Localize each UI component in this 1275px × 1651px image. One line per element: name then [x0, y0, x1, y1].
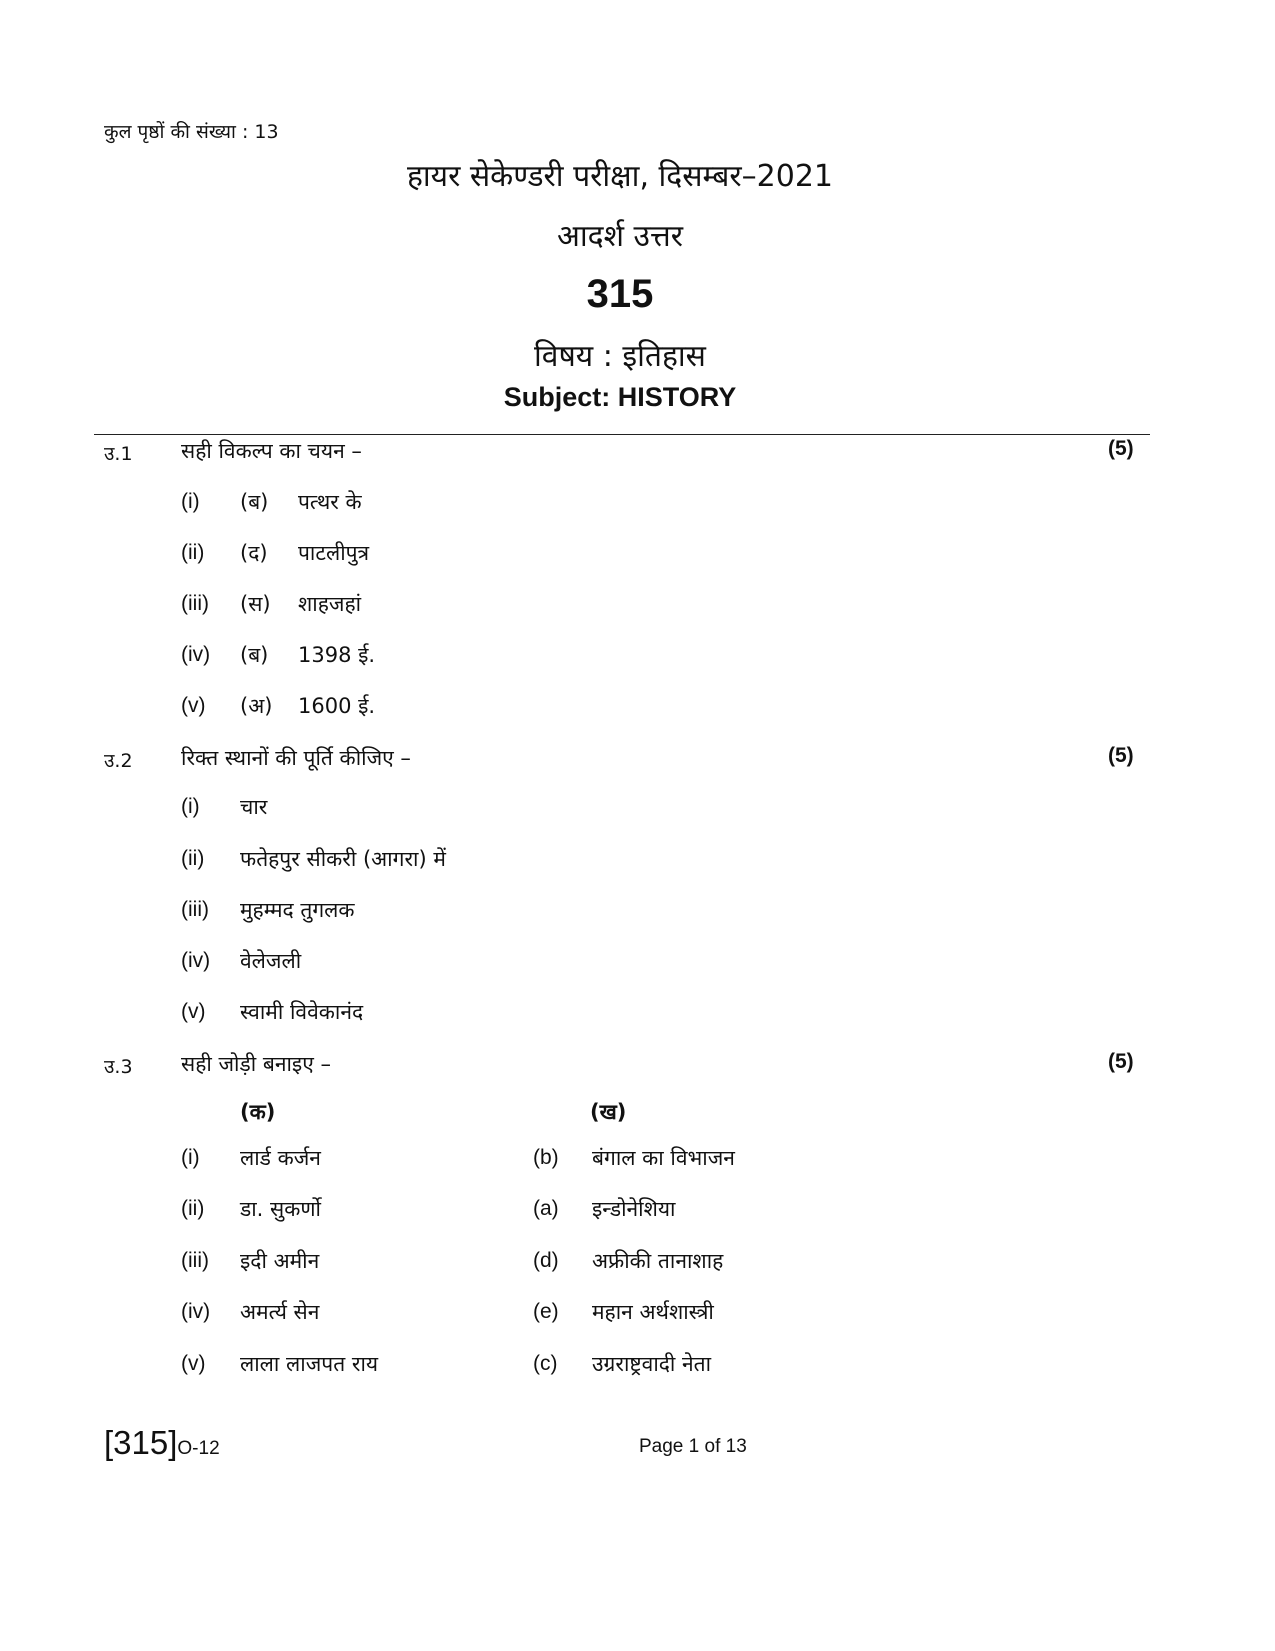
q1-item-roman: (iii)	[181, 592, 209, 615]
q2-item-answer: वेलेजली	[240, 949, 302, 973]
subject-code: 315	[586, 272, 654, 316]
q2-item-roman: (iii)	[181, 898, 209, 921]
q2-item-answer: चार	[240, 795, 268, 819]
q1-item-roman: (i)	[181, 490, 200, 513]
footer-page-number: Page 1 of 13	[639, 1436, 747, 1457]
q1-item-answer: पाटलीपुत्र	[298, 541, 370, 565]
q2-item-answer: फतेहपुर सीकरी (आगरा) में	[240, 847, 446, 871]
q1-marks: (5)	[1108, 437, 1134, 460]
model-answer-heading: आदर्श उत्तर	[557, 219, 683, 254]
q2-number: उ.2	[104, 750, 133, 772]
q1-item-answer: शाहजहां	[298, 592, 362, 616]
q3-heading: सही जोड़ी बनाइए –	[181, 1052, 332, 1076]
footer-code-suffix: O-12	[177, 1438, 220, 1459]
q1-number: उ.1	[104, 443, 133, 465]
footer-code-main: [315]	[104, 1424, 178, 1461]
subject-english: Subject: HISTORY	[503, 382, 737, 412]
q3-pair-roman: (iii)	[181, 1249, 209, 1272]
q3-pair-roman: (ii)	[181, 1197, 205, 1220]
q3-column-a-heading: (क)	[240, 1100, 276, 1124]
q1-item-answer: 1600 ई.	[298, 694, 376, 718]
q3-column-b-heading: (ख)	[590, 1100, 627, 1124]
q1-item-answer: 1398 ई.	[298, 643, 376, 667]
q1-item-roman: (ii)	[181, 541, 205, 564]
page-count-label: कुल पृष्ठों की संख्या : 13	[104, 121, 279, 143]
q2-marks: (5)	[1108, 744, 1134, 767]
q2-item-roman: (ii)	[181, 847, 205, 870]
q3-pair-right: महान अर्थशास्त्री	[592, 1300, 714, 1324]
exam-title: हायर सेकेण्डरी परीक्षा, दिसम्बर–2021	[406, 159, 833, 194]
q3-marks: (5)	[1108, 1050, 1134, 1073]
q3-pair-right: अफ्रीकी तानाशाह	[592, 1249, 724, 1273]
q3-pair-letter: (e)	[533, 1300, 559, 1323]
q2-heading: रिक्त स्थानों की पूर्ति कीजिए –	[181, 746, 411, 770]
q3-pair-roman: (iv)	[181, 1300, 211, 1323]
q3-pair-roman: (v)	[181, 1352, 206, 1375]
subject-hindi: विषय : इतिहास	[534, 339, 706, 374]
footer-paper-code	[104, 1424, 220, 1462]
header-divider	[94, 434, 1150, 435]
q3-pair-letter: (b)	[533, 1146, 559, 1169]
q3-pair-left: अमर्त्य सेन	[240, 1300, 320, 1324]
q2-item-answer: स्वामी विवेकानंद	[240, 1000, 364, 1024]
q3-pair-left: लाला लाजपत राय	[240, 1352, 379, 1376]
q3-pair-left: लार्ड कर्जन	[240, 1146, 321, 1170]
q1-item-roman: (iv)	[181, 643, 211, 666]
q1-item-roman: (v)	[181, 694, 206, 717]
q1-item-option: (अ)	[240, 694, 273, 718]
q1-heading: सही विकल्प का चयन –	[181, 439, 362, 463]
q1-item-option: (द)	[240, 541, 268, 565]
q3-pair-roman: (i)	[181, 1146, 200, 1169]
q3-pair-left: डा. सुकर्णो	[240, 1197, 321, 1221]
q3-number: उ.3	[104, 1056, 133, 1078]
q3-pair-right: बंगाल का विभाजन	[592, 1146, 735, 1170]
q3-pair-right: उग्रराष्ट्रवादी नेता	[592, 1352, 712, 1376]
q3-pair-right: इन्डोनेशिया	[592, 1197, 676, 1221]
q3-pair-letter: (c)	[533, 1352, 558, 1375]
q2-item-answer: मुहम्मद तुगलक	[240, 898, 355, 922]
q3-pair-letter: (d)	[533, 1249, 559, 1272]
q3-pair-left: इदी अमीन	[240, 1249, 320, 1273]
q2-item-roman: (i)	[181, 795, 200, 818]
q3-pair-letter: (a)	[533, 1197, 559, 1220]
q1-item-option: (ब)	[240, 643, 269, 667]
q1-item-option: (स)	[240, 592, 271, 616]
q2-item-roman: (v)	[181, 1000, 206, 1023]
q2-item-roman: (iv)	[181, 949, 211, 972]
q1-item-option: (ब)	[240, 490, 269, 514]
q1-item-answer: पत्थर के	[298, 490, 362, 514]
